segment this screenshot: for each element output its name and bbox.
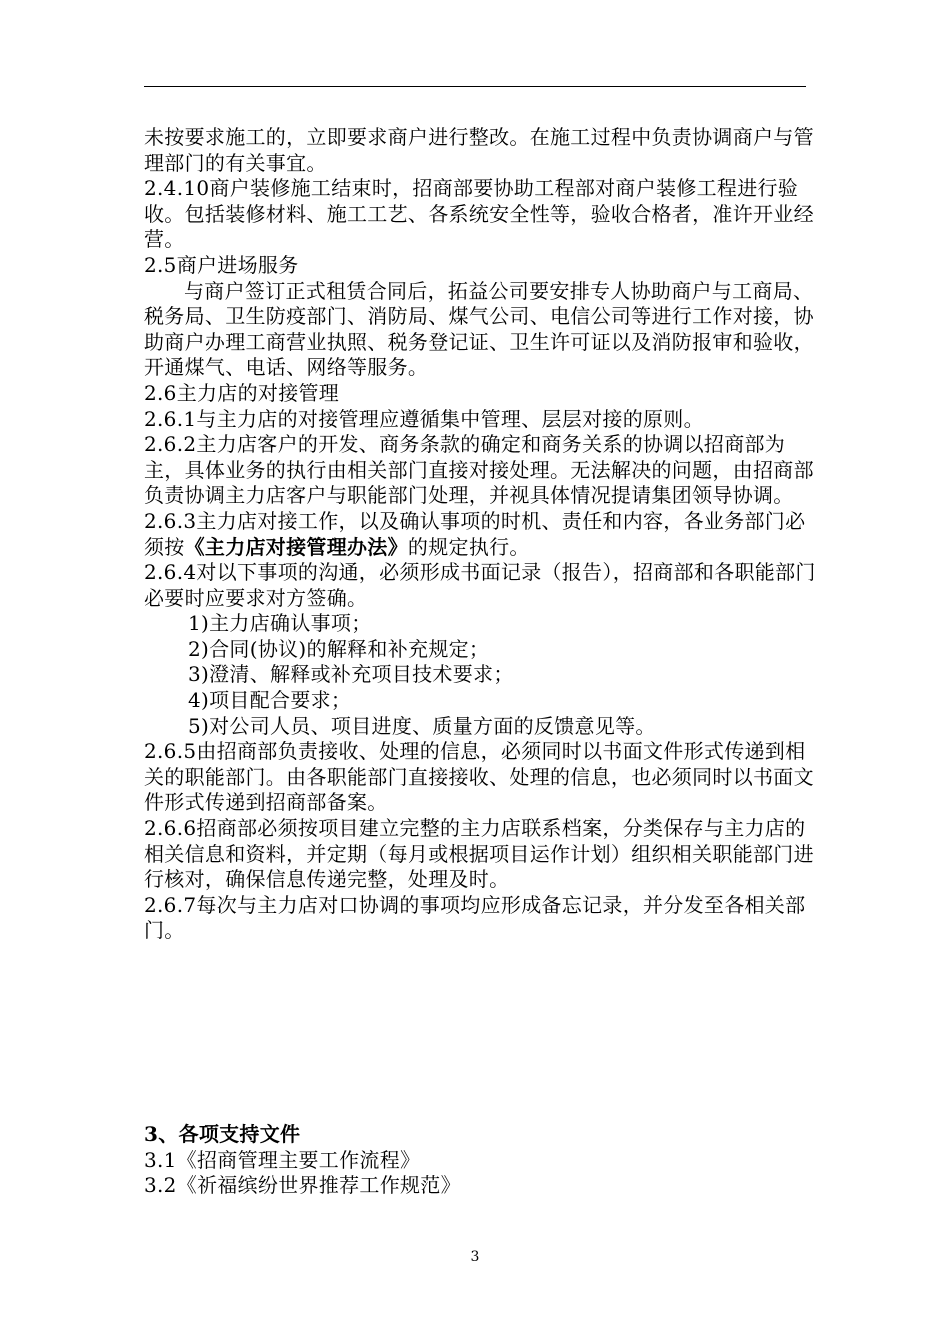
paragraph-2-6-3-text: 2.6.3主力店对接工作，以及确认事项的时机、责任和内容，各业务部门必须按 xyxy=(144,508,806,559)
section-heading-3: 3、各项支持文件 xyxy=(144,1122,301,1146)
page-number: 3 xyxy=(470,1249,480,1265)
paragraph-2-6-7: 2.6.7每次与主力店对口协调的事项均应形成备忘记录，并分发至各相关部门。 xyxy=(144,892,806,943)
paragraph-2-6-4: 2.6.4对以下事项的沟通，必须形成书面记录（报告），招商部和各职能部门必要时应要求对方签确。 xyxy=(144,560,816,610)
paragraph-2-6-5: 2.6.5由招商部负责接收、处理的信息，必须同时以书面文件形式传递到相关的职能部门。由各职能部门直接接收、处理的信息，也必须同时以书面文件形式传递到招商部备案。 xyxy=(144,739,814,815)
document-reference-bold: 《主力店对接管理办法》 xyxy=(184,534,408,559)
paragraph-2-6-3-tail: 的规定执行。 xyxy=(407,534,530,559)
support-file-3-2: 3.2《祈福缤纷世界推荐工作规范》 xyxy=(144,1173,461,1198)
header-rule xyxy=(144,86,806,87)
section-heading-2-6: 2.6主力店的对接管理 xyxy=(144,380,340,405)
paragraph-continuation: 未按要求施工的，立即要求商户进行整改。在施工过程中负责协调商户与管理部门的有关事宜。 xyxy=(144,125,814,175)
list-item: 3)澄清、解释或补充项目技术要求； xyxy=(188,662,514,687)
paragraph-2-6-6: 2.6.6招商部必须按项目建立完整的主力店联系档案，分类保存与主力店的相关信息和资料，并定期（每月或根据项目运作计划）组织相关职能部门进行核对，确保信息传递完整，处理及时。 xyxy=(144,816,814,892)
support-file-3-1: 3.1《招商管理主要工作流程》 xyxy=(144,1147,421,1172)
list-item: 1)主力店确认事项； xyxy=(188,611,372,636)
blank-space xyxy=(144,944,816,1122)
paragraph-2-6-1: 2.6.1与主力店的对接管理应遵循集中管理、层层对接的原则。 xyxy=(144,406,704,431)
section-heading-2-5: 2.5商户进场服务 xyxy=(144,252,299,277)
list-item: 4)项目配合要求； xyxy=(188,688,352,713)
list-item: 2)合同(协议)的解释和补充规定； xyxy=(188,636,490,661)
list-item: 5)对公司人员、项目进度、质量方面的反馈意见等。 xyxy=(188,713,656,738)
document-body xyxy=(144,125,816,1199)
paragraph-2-4-10: 2.4.10商户装修施工结束时，招商部要协助工程部对商户装修工程进行验收。包括装修材料、施工工艺、各系统安全性等，验收合格者，准许开业经营。 xyxy=(144,176,814,252)
paragraph-2-6-2: 2.6.2主力店客户的开发、商务条款的确定和商务关系的协调以招商部为主，具体业务的执行由相关部门直接对接处理。无法解决的问题，由招商部负责协调主力店客户与职能部门处理，并视具体情况提请集团领导协调。 xyxy=(144,432,814,508)
paragraph-2-5: 与商户签订正式租赁合同后，拓益公司要安排专人协助商户与工商局、税务局、卫生防疫部门、消防局、煤气公司、电信公司等进行工作对接，协助商户办理工商营业执照、税务登记证、卫生许可证以及消防报审和验收，开通煤气、电话、网络等服务。 xyxy=(144,278,814,380)
paragraph-2-6-3 xyxy=(144,509,816,560)
